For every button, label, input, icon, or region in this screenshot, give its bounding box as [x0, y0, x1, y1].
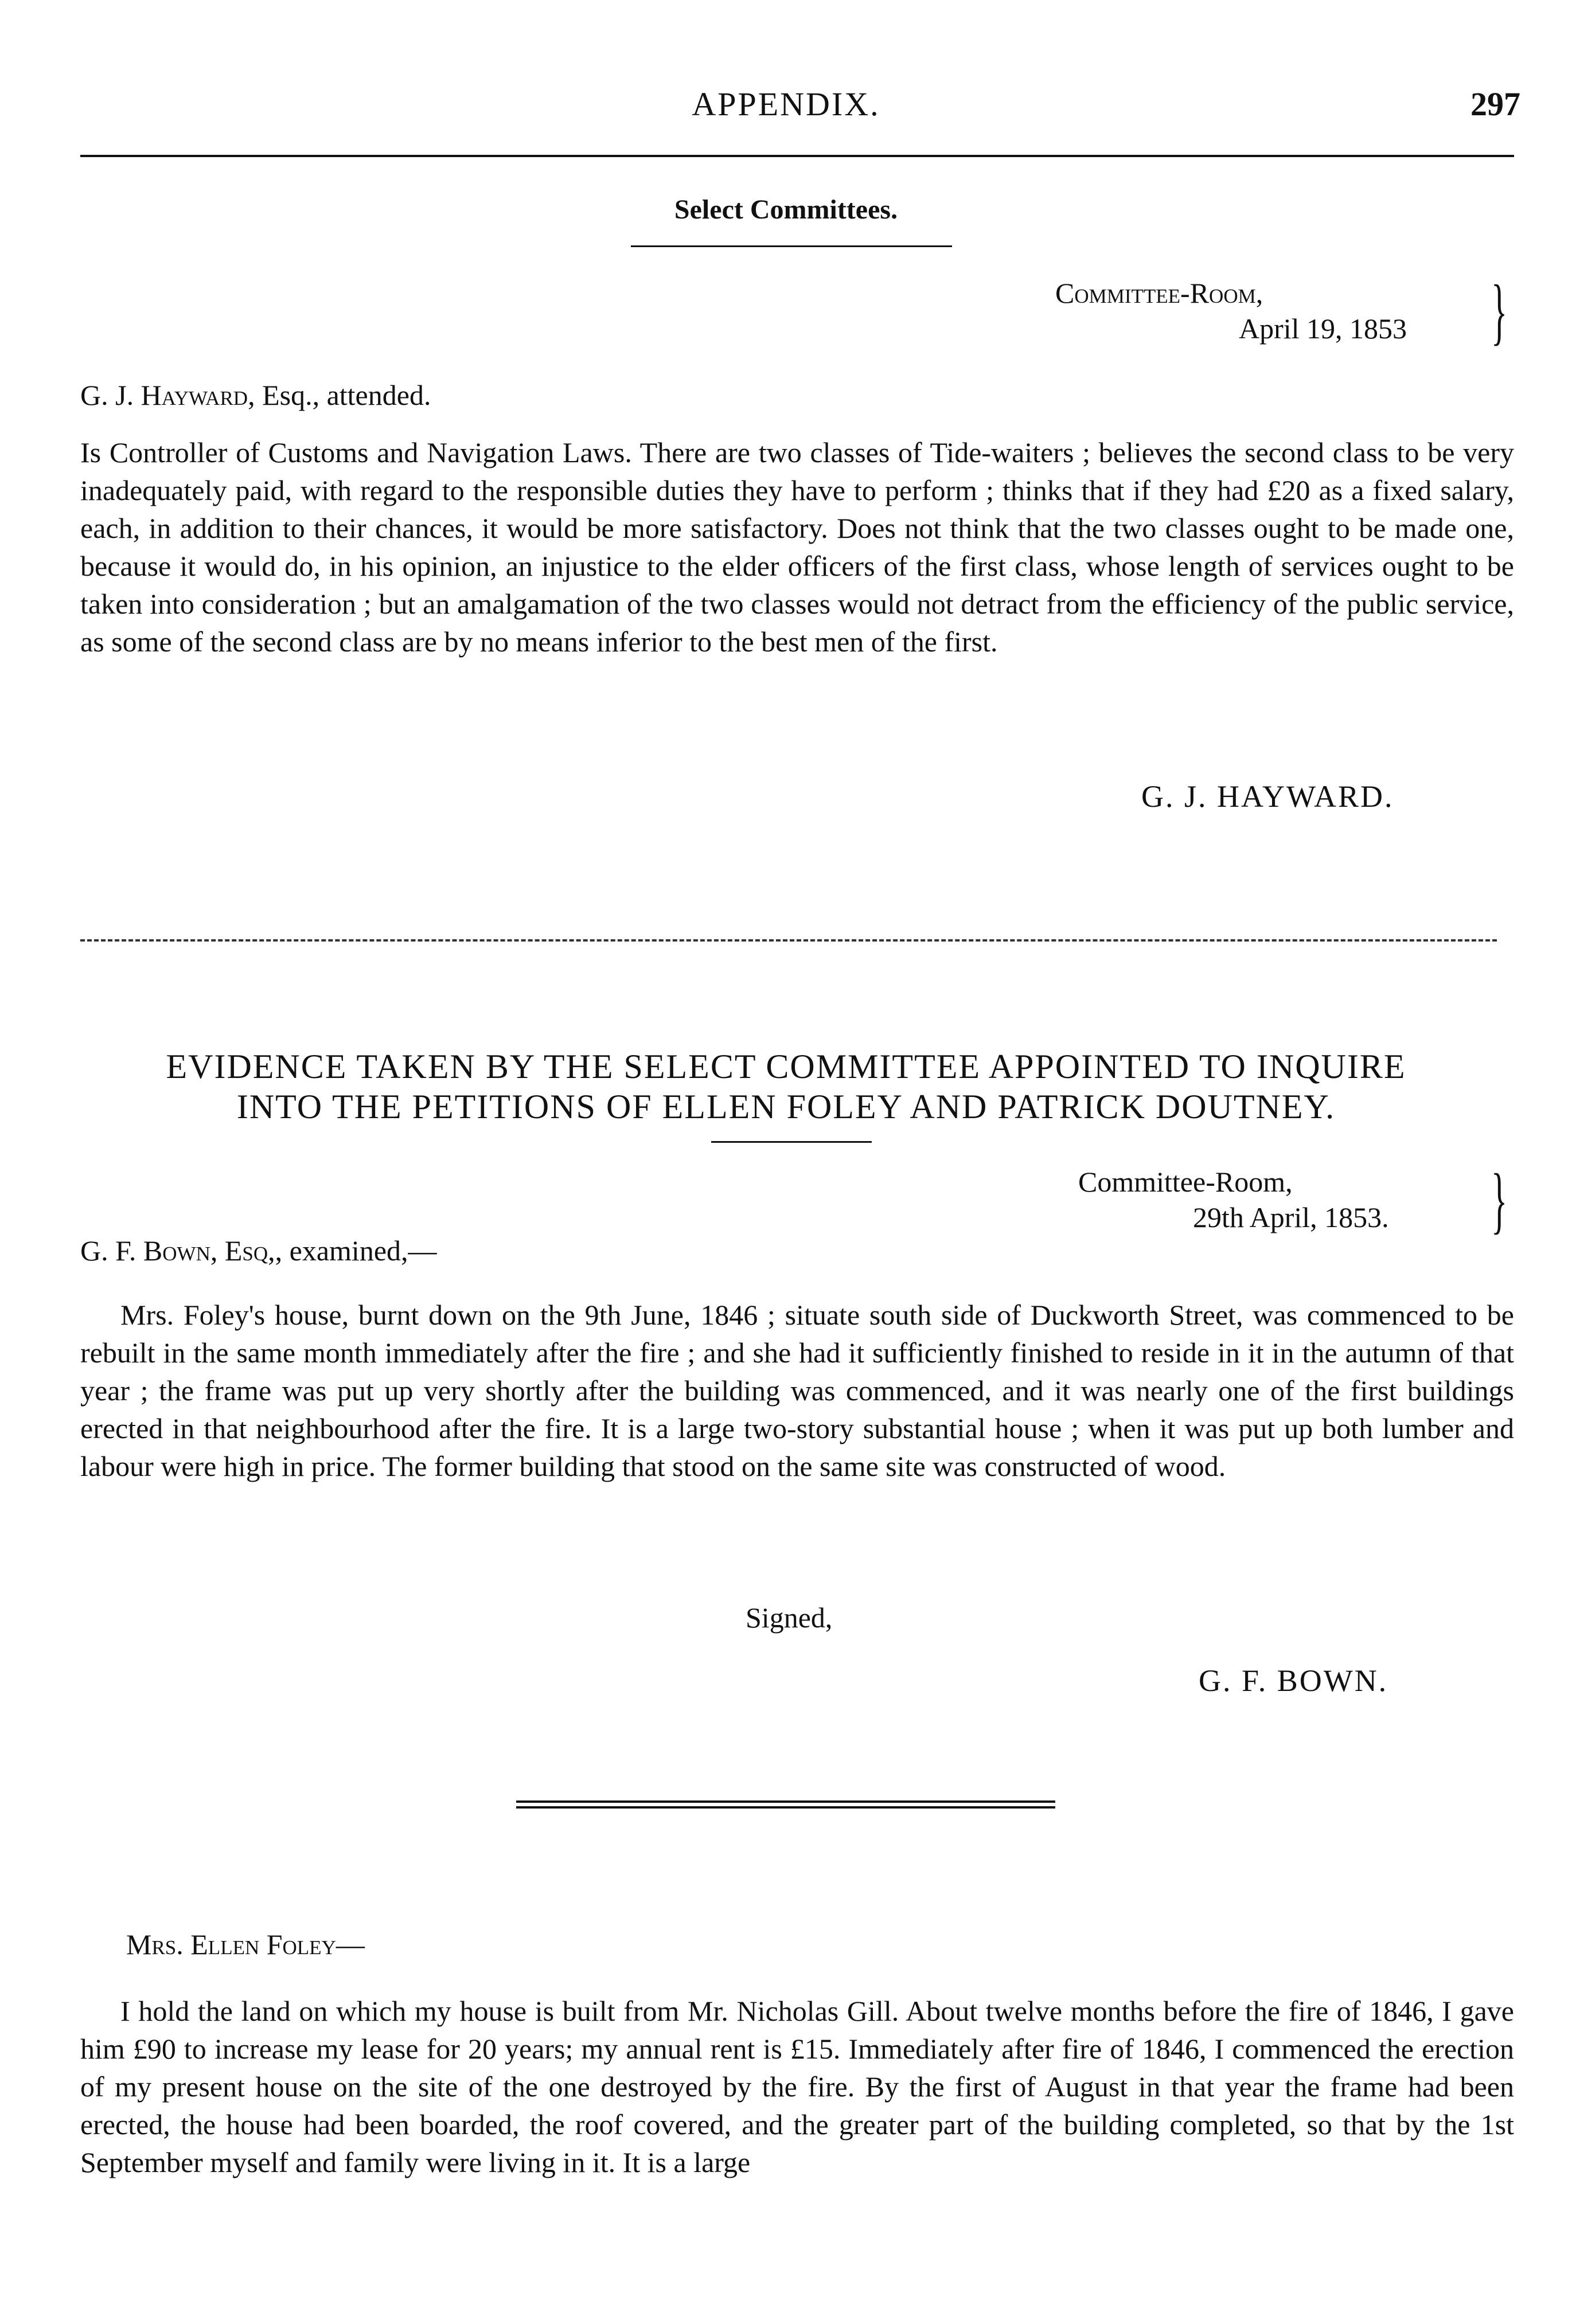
entry-divider-rule: [80, 939, 1497, 942]
evidence-heading: [57, 1046, 1515, 1127]
entry1-place: Committee-Room,: [1055, 277, 1263, 309]
entry2-testimony: Mrs. Foley's house, burnt down on the 9th June, 1846 ; situate south side of Duckworth Street, was commenced to be rebuilt in the same month immediately after the fire ; and she had it sufficiently finished to reside in it in the autumn of that year ; the frame was put up very shortly after the building was commenced, and it was nearly one of the first buildings erected in that neighbourhood after the fire. It is a large two-story substantial house ; when it was put up both lumber and labour were high in price. The former building that stood on the same site was constructed of wood.: [80, 1299, 1514, 1482]
entry3-witness: Mrs. Ellen Foley—: [126, 1928, 365, 1960]
entry1-place-date: [1055, 275, 1407, 346]
entry1-witness: [80, 377, 431, 413]
entry2-signature: G. F. BOWN.: [1199, 1663, 1388, 1698]
entry2-place: Committee-Room,: [1078, 1166, 1293, 1198]
section-heading: Select Committees.: [674, 194, 898, 225]
entry2-witness-name: Bown, Esq,,: [143, 1235, 283, 1267]
entry2-witness-suffix: examined,—: [282, 1235, 437, 1267]
entry2-date: 29th April, 1853.: [1193, 1201, 1389, 1233]
entry1-brace: }: [1491, 270, 1508, 353]
double-divider-rule: [516, 1800, 1055, 1809]
entry2-witness-initials: G. F.: [80, 1235, 136, 1267]
entry1-witness-suffix: , Esq., attended.: [248, 379, 431, 411]
evidence-heading-line1: EVIDENCE TAKEN BY THE SELECT COMMITTEE APPOINTED TO INQUIRE: [166, 1048, 1406, 1085]
evidence-heading-rule: [711, 1141, 872, 1143]
entry2-brace: }: [1491, 1159, 1508, 1241]
entry2-signed-label: Signed,: [746, 1602, 833, 1634]
entry2-place-date: [1078, 1164, 1389, 1235]
header-rule: [80, 155, 1514, 157]
section-heading-rule: [631, 245, 952, 247]
entry1-signature: G. J. HAYWARD.: [1141, 779, 1394, 814]
entry1-witness-name: Hayward: [141, 379, 248, 411]
running-title: APPENDIX.: [692, 85, 880, 123]
page-number: 297: [1470, 85, 1520, 123]
entry1-testimony: Is Controller of Customs and Navigation Laws. There are two classes of Tide-waiters ; believes the second class to be very inadequately paid, with regard to the responsible duties they have to perform ; thinks that if they had £20 as a fixed salary, each, in addition to their chances, it would be more satisfactory. Does not think that the two classes ought to be made one, because it would do, in his opinion, an injustice to the elder officers of the first class, whose length of services ought to be taken into consideration ; but an amalgamation of the two classes would not detract from the efficiency of the public service, as some of the second class are by no means inferior to the best men of the first.: [80, 436, 1514, 658]
entry3-testimony: I hold the land on which my house is built from Mr. Nicholas Gill. About twelve months before the fire of 1846, I gave him £90 to increase my lease for 20 years; my annual rent is £15. Immediately after fire of 1846, I commenced the erection of my present house on the site of the one destroyed by the fire. By the first of August in that year the frame had been erected, the house had been boarded, the roof covered, and the greater part of the building completed, so that by the 1st September myself and family were living in it. It is a large: [80, 1995, 1514, 2178]
entry1-witness-initials: G. J.: [80, 379, 134, 411]
evidence-heading-line2: INTO THE PETITIONS OF ELLEN FOLEY AND PATRICK DOUTNEY.: [236, 1088, 1336, 1126]
entry1-date: April 19, 1853: [1239, 313, 1407, 345]
entry2-witness: [80, 1233, 437, 1268]
